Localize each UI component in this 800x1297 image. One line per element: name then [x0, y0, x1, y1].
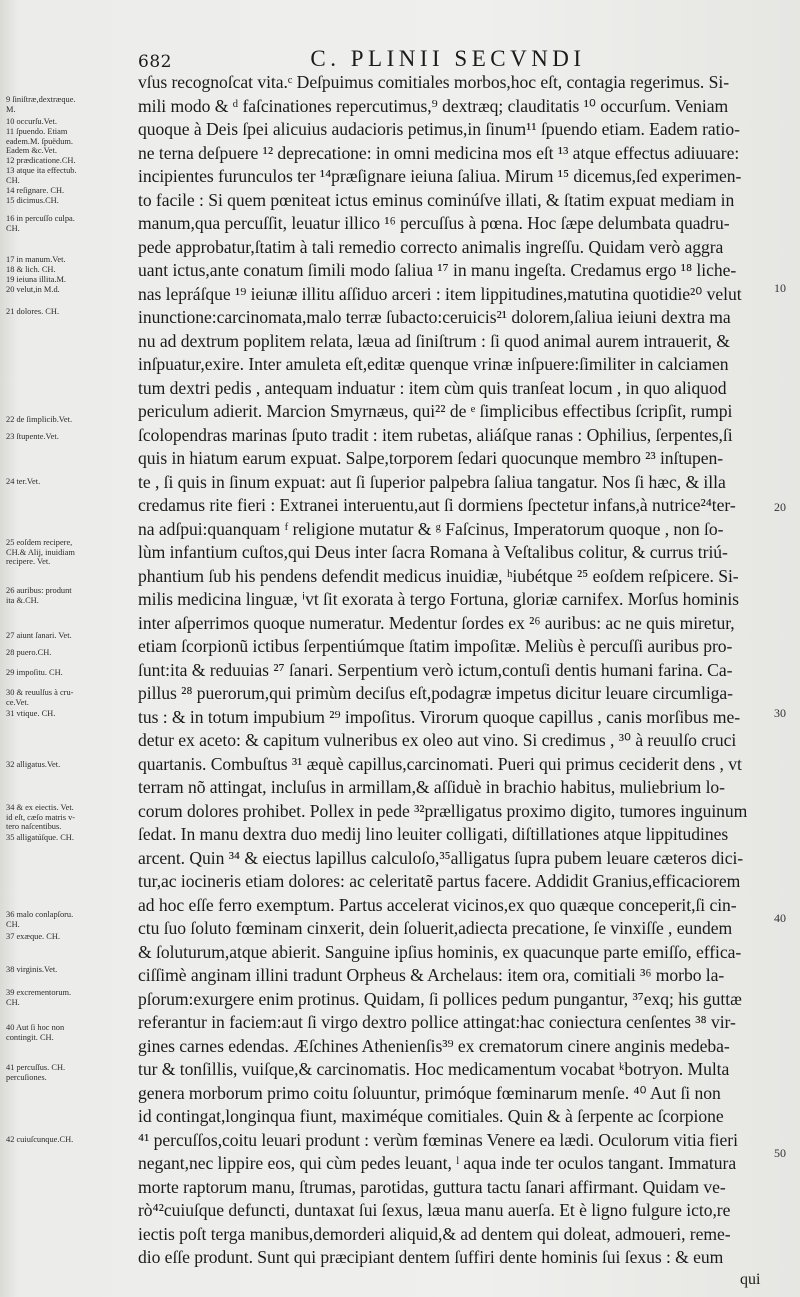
text-line: & ſoluturum,atque abierit. Sanguine ipſius hominis, ex quacunque parte emiſſo, effica-: [138, 941, 742, 962]
line-number: 40: [774, 911, 786, 925]
text-line: corum dolores prohibet. Pollex in pede ³²prælligatus proximo digito, tumores inguinum: [138, 800, 748, 821]
margin-note: 36 malo conlapſoru. CH.: [6, 910, 74, 929]
text-line: ſedat. In manu dextra duo medij lino leuiter colligati, diſtillationes atque lippitudines: [138, 824, 729, 844]
margin-note: 13 atque ita effectub. CH.: [6, 166, 77, 185]
margin-note: 37 exæque. CH.: [6, 932, 60, 941]
text-line: tur,ac iocineris etiam dolores: ac celeritatẽ partus facere. Addidit Granius,efficaciorem: [138, 871, 741, 891]
text-line: tur & tonſillis, vuiſque,& carcinomatis. Hoc medicamentum vocabat ᵏbotryon. Multa: [138, 1059, 730, 1079]
margin-note: 10 occurſu.Vet.: [6, 117, 57, 126]
text-line: te , ſi quis in ſinum expuat: aut ſi ſuperior palpebra ſaliua tangatur. Nos ſi hæc, & illa: [138, 471, 726, 492]
text-line: vſus recognoſcat vita.ᶜ Deſpuimus comitiales morbos,hoc eſt, contagia regerimus. Si-: [138, 72, 730, 92]
text-line: tus : & in totum impubium ²⁹ impoſitus. Virorum quoque capillus , canis morſibus me-: [138, 706, 741, 727]
text-line: negant,nec lippire eos, qui cùm pedes leuant, ˡ aqua inde ter oculos tangant. Immatura: [138, 1153, 737, 1173]
margin-note: 15 dicimus.CH.: [6, 196, 59, 205]
margin-note: 17 in manum.Vet.: [6, 255, 66, 264]
text-line: ciſſimè anginam illini tradunt Orpheus & Archelaus: item ora, comitiali ³⁶ morbo la-: [138, 965, 725, 985]
margin-note: 30 & reuulſus à cru- ce.Vet.: [6, 688, 74, 707]
text-line: ſunt:ita & reduuias ²⁷ ſanari. Serpentium verò ictum,contuſi dentis humani farina. Ca-: [138, 659, 733, 680]
text-line: ad hoc eſſe ferro exemptum. Partus accelerat vicinos,ex quo quæque conceperit,ſi cin-: [138, 894, 737, 915]
margin-note: 42 cuiuſcunque.CH.: [6, 1135, 74, 1144]
text-line: gines carnes edendas. Æſchines Athenienſis³⁹ ex crematorum cinere anginis medeba-: [138, 1035, 730, 1056]
text-line: quis in hiatum earum expuat. Salpe,torporem ſedari quocunque membro ²³ inſtupen-: [138, 448, 724, 468]
margin-note: 38 virginis.Vet.: [6, 965, 58, 974]
text-line: pillus ²⁸ puerorum,qui primùm deciſus eſt,podagræ impetus dicitur leuare circumliga-: [138, 683, 733, 703]
margin-note: 40 Aut ſi hoc non contingit. CH.: [6, 1023, 65, 1042]
margin-note: 24 ter.Vet.: [6, 477, 41, 486]
text-line: arcent. Quin ³⁴ & eiectus lapillus calculoſo,³⁵alligatus ſupra pubem leuare cæteros dici-: [138, 847, 744, 868]
margin-note: 12 prædicatione.CH.: [6, 156, 76, 165]
text-line: pede approbatur,ſtatim à tali remedio correcto animalis ingreſſu. Quidam verò aggra: [138, 236, 724, 257]
margin-note: 14 reſignare. CH.: [6, 186, 65, 195]
text-line: genera morborum primo coitu ſoluuntur, primóque fœminarum menſe. ⁴⁰ Aut ſi non: [138, 1082, 721, 1103]
text-line: rò⁴²cuiuſque defuncti, duntaxat ſui ſexus, læua manu auerſa. Et è ligno fulgure icto,re: [138, 1200, 731, 1220]
margin-note: 23 ſtupente.Vet.: [6, 432, 59, 441]
margin-note: 11 ſpuendo. Etiam eadem.M. ſpuëdum. Eadem &c.Vet.: [6, 127, 73, 156]
margin-note: 39 excrementorum. CH.: [6, 988, 72, 1007]
text-line: ne terna deſpuere ¹² deprecatione: in omni medicina mos eſt ¹³ atque effectus adiuuare:: [138, 142, 740, 163]
text-line: quoque à Deis ſpei alicuius audacioris petimus,in ſinum¹¹ ſpuendo etiam. Eadem ratio-: [138, 119, 740, 139]
margin-note: 25 eoſdem recipere, CH.& Alij, inuidiam recipere. Vet.: [6, 538, 75, 567]
margin-note: 32 alligatus.Vet.: [6, 760, 61, 769]
margin-note: 21 dolores. CH.: [6, 307, 60, 316]
margin-note: 20 velut,in M.d.: [6, 285, 60, 294]
text-line: detur ex aceto: & capitum vulneribus ex oleo aut vino. Si credimus , ³⁰ à reuulſo cruci: [138, 730, 737, 750]
margin-note: 26 auribus: produnt ita &.CH.: [6, 586, 72, 605]
text-line: mili modo & ᵈ faſcinationes repercutimus,⁹ dextræq; clauditatis ¹⁰ occurſum. Veniam: [138, 95, 729, 116]
margin-note: 29 impoſitu. CH.: [6, 668, 63, 677]
body-text: [138, 71, 776, 1270]
margin-notes: [6, 0, 136, 1297]
margin-note: 16 in percuſſo culpa. CH.: [6, 214, 75, 233]
text-line: ſcolopendras marinas ſputo tradit : item rubetas, aliáſque ranas : Ophilius, ſerpentes,ſi: [138, 424, 733, 445]
text-line: incipientes furunculos ter ¹⁴præſignare ieiuna ſaliua. Mirum ¹⁵ dicemus,ſed experimen-: [138, 166, 742, 186]
margin-note: 9 ſiniſtræ,dextræque. M.: [6, 95, 76, 114]
text-line: lùm infantium cuſtos,qui Deus inter ſacra Romana à Veſtalibus colitur, & currus triú-: [138, 542, 728, 562]
text-line: etiam ſcorpionũ ictibus ſerpentiúmque ſtatim impoſitæ. Meliùs è percuſſi auribus pro-: [138, 636, 733, 656]
text-line: manum,qua percuſſit, leuatur illico ¹⁶ percuſſus à pœna. Hoc ſæpe delumbata quadru-: [138, 213, 730, 233]
text-line: milis medicina linguæ, ⁱvt ſit exorata à tergo Fortuna, gloriæ carnifex. Morſus hominis: [138, 589, 739, 609]
text-line: phantium ſub his pendens defendit medicus inuidiæ, ʰiubétque ²⁵ eoſdem reſpicere. Si-: [138, 565, 739, 586]
text-line: terram nõ attingat, incluſus in armillam,& aſſiduè in brachio habitus, muliebrium lo-: [138, 777, 725, 797]
catchword: qui: [740, 1271, 761, 1288]
text-line: pſorum:exurgere enim protinus. Quidam, ſi pollices pedum pungantur, ³⁷exq; his guttæ: [138, 988, 742, 1009]
text-line: quartanis. Combuſtus ³¹ æquè capillus,carcinomati. Pueri qui primus ceciderit dens , vt: [138, 753, 742, 774]
page-number: 682: [138, 52, 172, 72]
text-line: to facile : Si quem pœniteat ictus eminus cominúſve illati, & ſtatim expuat mediam in: [138, 189, 735, 210]
text-line: iectis poſt terga manibus,demorderi aliquid,& ad dentem qui doleat, admoueri, reme-: [138, 1223, 731, 1244]
text-line: ctu ſuo ſoluto fœminam cinxerit, dein ſoluerit,adiecta precatione, ſe vinxiſſe , eundem: [138, 918, 733, 938]
line-number: 50: [774, 1146, 786, 1160]
text-line: periculum adierit. Marcion Smyrnæus, qui²² de ᵉ ſimplicibus effectibus ſcripſit, rumpi: [138, 401, 733, 421]
text-line: morte raptorum manu, ſtrumas, parotidas, guttura tactu ſanari affirmant. Quidam ve-: [138, 1176, 726, 1197]
margin-note: 18 & lich. CH.: [6, 265, 56, 274]
text-line: nas lepráſque ¹⁹ ieiunæ illitu aſſiduo arceri : item lippitudines,matutina quotidie²⁰ velut: [138, 283, 742, 304]
margin-note: 34 & ex eiectis. Vet. id eſt, cæſo matris v- tero naſcentibus.: [6, 803, 76, 832]
text-line: nu ad dextrum poplitem relata, læua ad ſiniſtrum : ſi quod animal aurem intrauerit, &: [138, 330, 730, 351]
text-line: ⁴¹ percuſſos,coitu leuari produnt : verùm fœminas Venere ea lædi. Oculorum vitia fieri: [138, 1129, 738, 1150]
text-line: tum dextri pedis , antequam induatur : item cùm quis tranſeat locum , in quo aliquod: [138, 377, 727, 398]
text-line: uant ictus,ante conatum ſimili modo ſaliua ¹⁷ in manu ingeſta. Credamus ergo ¹⁸ liche-: [138, 260, 737, 280]
text-line: dio eſſe produnt. Sunt qui præcipiant dentem ſuffiri dente hominis ſui ſexus : & eum: [138, 1247, 724, 1267]
text-line: inunctione:carcinomata,malo terræ ſubacto:ceruicis²¹ dolorem,ſaliua ieiuni dextra ma: [138, 307, 731, 327]
line-number: 30: [774, 706, 786, 720]
margin-note: 31 vtique. CH.: [6, 709, 56, 718]
text-line: referantur in faciem:aut ſi virgo dextro pollice attingat:hac coniectura cenſentes ³⁸ vir-: [138, 1012, 736, 1032]
margin-note: 41 percuſſus. CH. percuſiones.: [6, 1063, 66, 1082]
line-number: 20: [774, 500, 786, 514]
margin-note: 28 puero.CH.: [6, 648, 52, 657]
running-head: C. PLINII SECVNDI: [310, 46, 586, 71]
text-line: na adſpui:quanquam ᶠ religione mutatur & ᵍ Faſcinus, Imperatorum quoque , non ſo-: [138, 518, 724, 539]
text-line: inſpuatur,exire. Inter amuleta eſt,editæ quenque vrinæ inſpuere:ſimiliter in calciamen: [138, 354, 729, 374]
margin-note: 22 de ſimplicib.Vet.: [6, 415, 73, 424]
text-line: credamus rite fieri : Extranei interuentu,aut ſi dormiens ſpectetur infans,à nutrice²⁴ter-: [138, 495, 736, 515]
text-line: id contingat,longinqua fiunt, maximéque comitiales. Quin & à ſerpente ac ſcorpione: [138, 1106, 724, 1126]
text-line: inter aſperrimos quoque numeratur. Medentur ſordes ex ²⁶ auribus: ac ne quis miretur,: [138, 612, 735, 633]
margin-note: 27 aiunt ſanari. Vet.: [6, 631, 72, 640]
margin-note: 35 alligatúſque. CH.: [6, 833, 74, 842]
line-number: 10: [774, 281, 786, 295]
margin-note: 19 ieiuna illita.M.: [6, 275, 67, 284]
